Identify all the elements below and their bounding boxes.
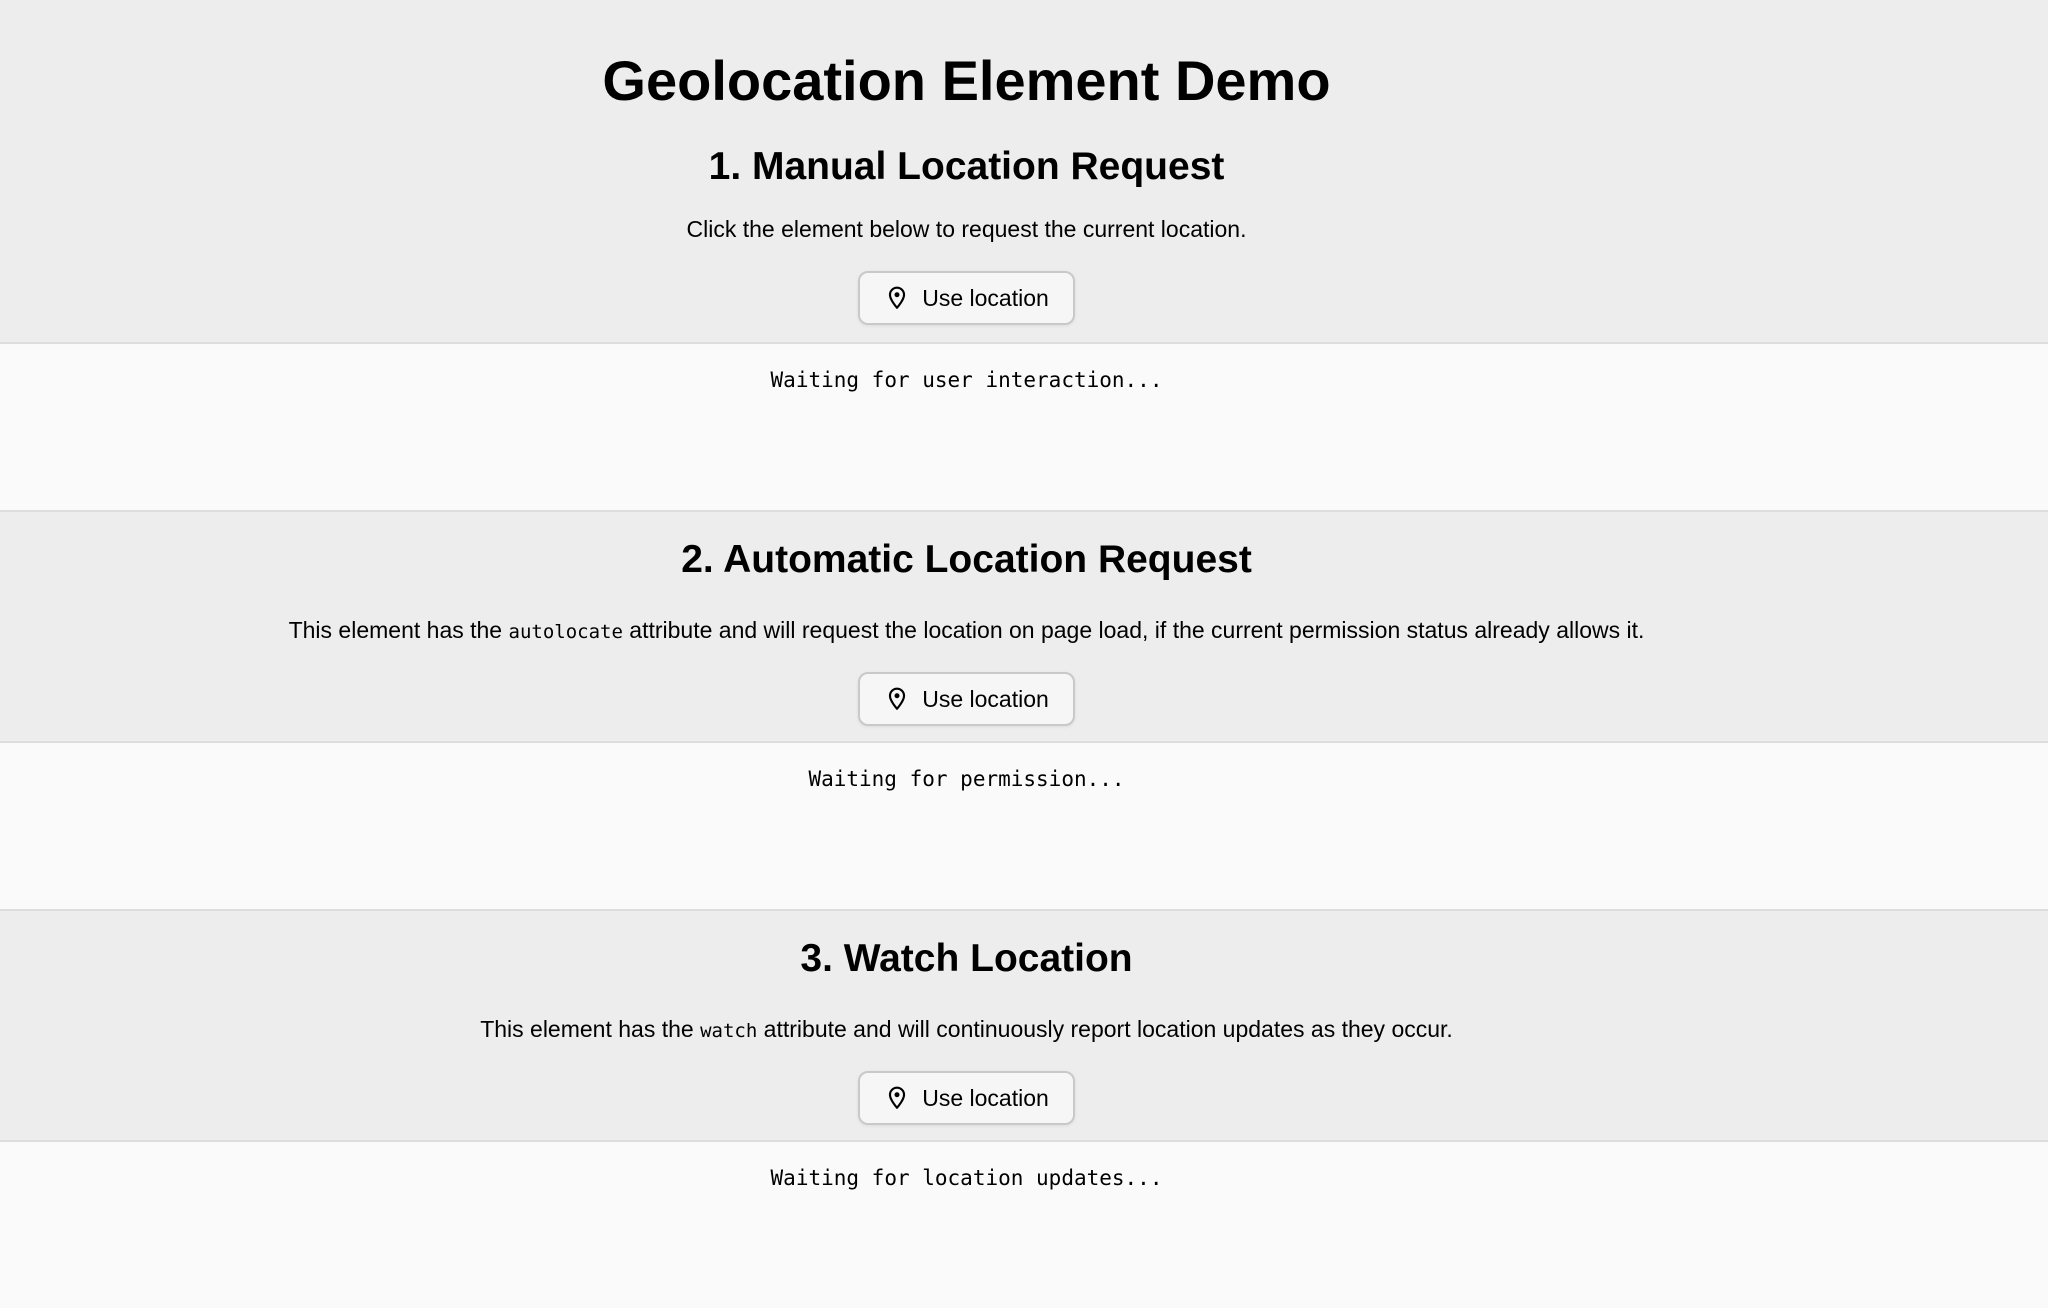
location-pin-icon bbox=[884, 686, 910, 712]
section-description-watch bbox=[0, 1014, 1933, 1046]
section-heading-automatic: 2. Automatic Location Request bbox=[681, 538, 1252, 581]
section-automatic-location-request bbox=[0, 510, 2048, 743]
use-location-button-manual[interactable] bbox=[858, 271, 1075, 325]
use-location-button-watch[interactable] bbox=[858, 1071, 1075, 1125]
attribute-code-autolocate: autolocate bbox=[508, 621, 623, 643]
section-heading-manual: 1. Manual Location Request bbox=[708, 145, 1225, 188]
description-text: This element has the bbox=[288, 617, 509, 643]
page-title: Geolocation Element Demo bbox=[602, 49, 1331, 112]
section-manual-location-request bbox=[0, 0, 2048, 344]
location-pin-icon bbox=[884, 285, 910, 311]
description-text: attribute and will request the location on page load, if the current permission status already allows it. bbox=[622, 617, 1645, 643]
status-output-watch: Waiting for location updates... bbox=[0, 1142, 2048, 1308]
location-pin-icon bbox=[884, 1085, 910, 1111]
attribute-code-watch: watch bbox=[700, 1020, 758, 1042]
use-location-label: Use location bbox=[922, 685, 1049, 712]
use-location-label: Use location bbox=[922, 284, 1049, 311]
section-description-manual bbox=[0, 214, 1933, 246]
section-heading-watch: 3. Watch Location bbox=[800, 937, 1133, 980]
section-description-automatic bbox=[0, 615, 1933, 647]
description-text: This element has the bbox=[480, 1016, 701, 1042]
description-text: Click the element below to request the current location. bbox=[686, 216, 1247, 242]
section-watch-location bbox=[0, 909, 2048, 1142]
use-location-label: Use location bbox=[922, 1084, 1049, 1111]
description-text: attribute and will continuously report location updates as they occur. bbox=[757, 1016, 1453, 1042]
status-output-manual: Waiting for user interaction... bbox=[0, 344, 2048, 510]
status-output-automatic: Waiting for permission... bbox=[0, 743, 2048, 909]
use-location-button-automatic[interactable] bbox=[858, 672, 1075, 726]
